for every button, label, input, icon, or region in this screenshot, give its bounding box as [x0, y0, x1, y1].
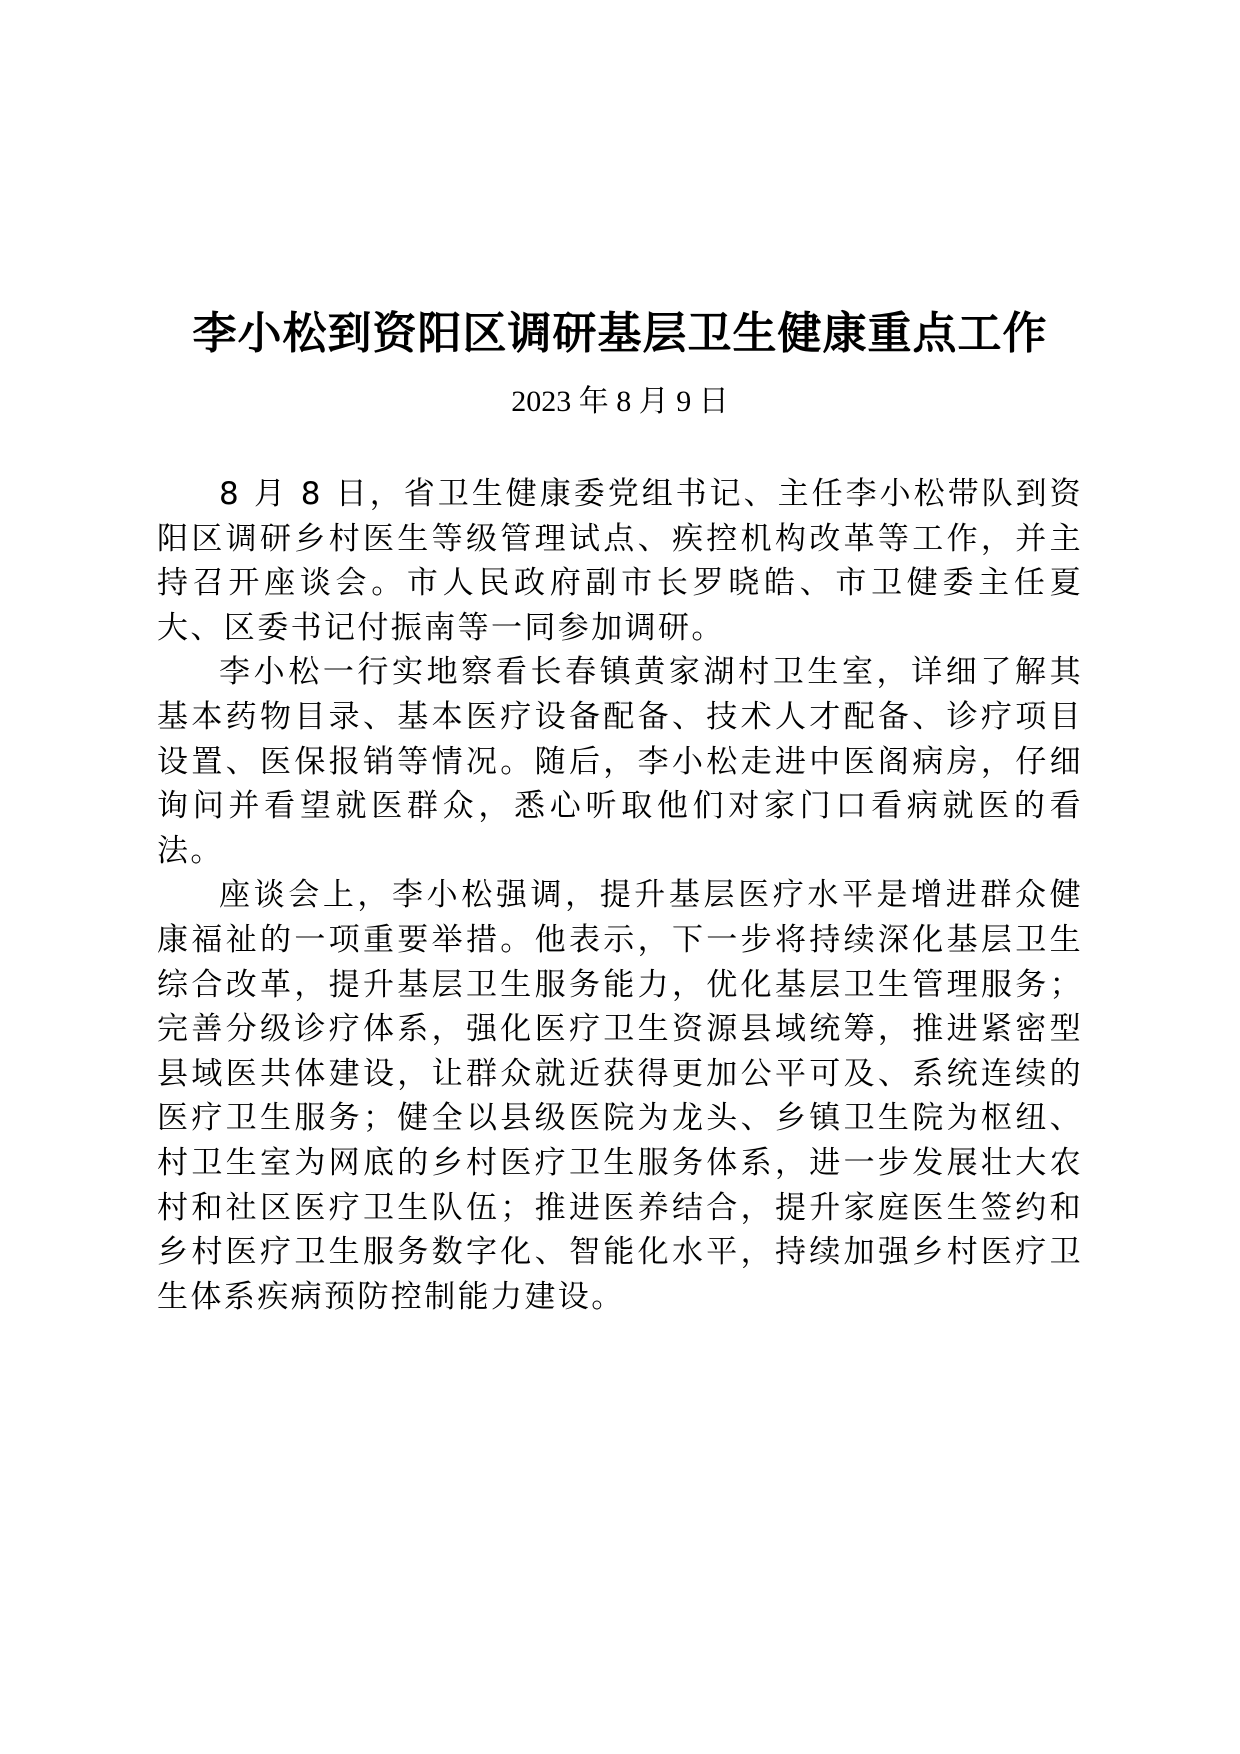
paragraph-1: 8 月 8 日，省卫生健康委党组书记、主任李小松带队到资阳区调研乡村医生等级管理试点、疾控机构改革等工作，并主持召开座谈会。市人民政府副市长罗晓皓、市卫健委主任夏大、区委书记付振南等一同参加调研。 [157, 476, 1083, 646]
paragraph-3: 座谈会上，李小松强调，提升基层医疗水平是增进群众健康福祉的一项重要举措。他表示，下一步将持续深化基层卫生综合改革，提升基层卫生服务能力，优化基层卫生管理服务；完善分级诊疗体系，强化医疗卫生资源县域统筹，推进紧密型县域医共体建设，让群众就近获得更加公平可及、系统连续的医疗卫生服务；健全以县级医院为龙头、乡镇卫生院为枢纽、村卫生室为网底的乡村医疗卫生服务体系，进一步发展壮大农村和社区医疗卫生队伍；推进医养结合，提升家庭医生签约和乡村医疗卫生服务数字化、智能化水平，持续加强乡村医疗卫生体系疾病预防控制能力建设。 [157, 877, 1083, 1315]
document-body [157, 472, 1083, 1319]
paragraph-2: 李小松一行实地察看长春镇黄家湖村卫生室，详细了解其基本药物目录、基本医疗设备配备、技术人才配备、诊疗项目设置、医保报销等情况。随后，李小松走进中医阁病房，仔细询问并看望就医群众，悉心听取他们对家门口看病就医的看法。 [157, 654, 1083, 869]
document-title: 李小松到资阳区调研基层卫生健康重点工作 [192, 308, 1048, 359]
document-date: 2023 年 8 月 9 日 [511, 385, 729, 418]
